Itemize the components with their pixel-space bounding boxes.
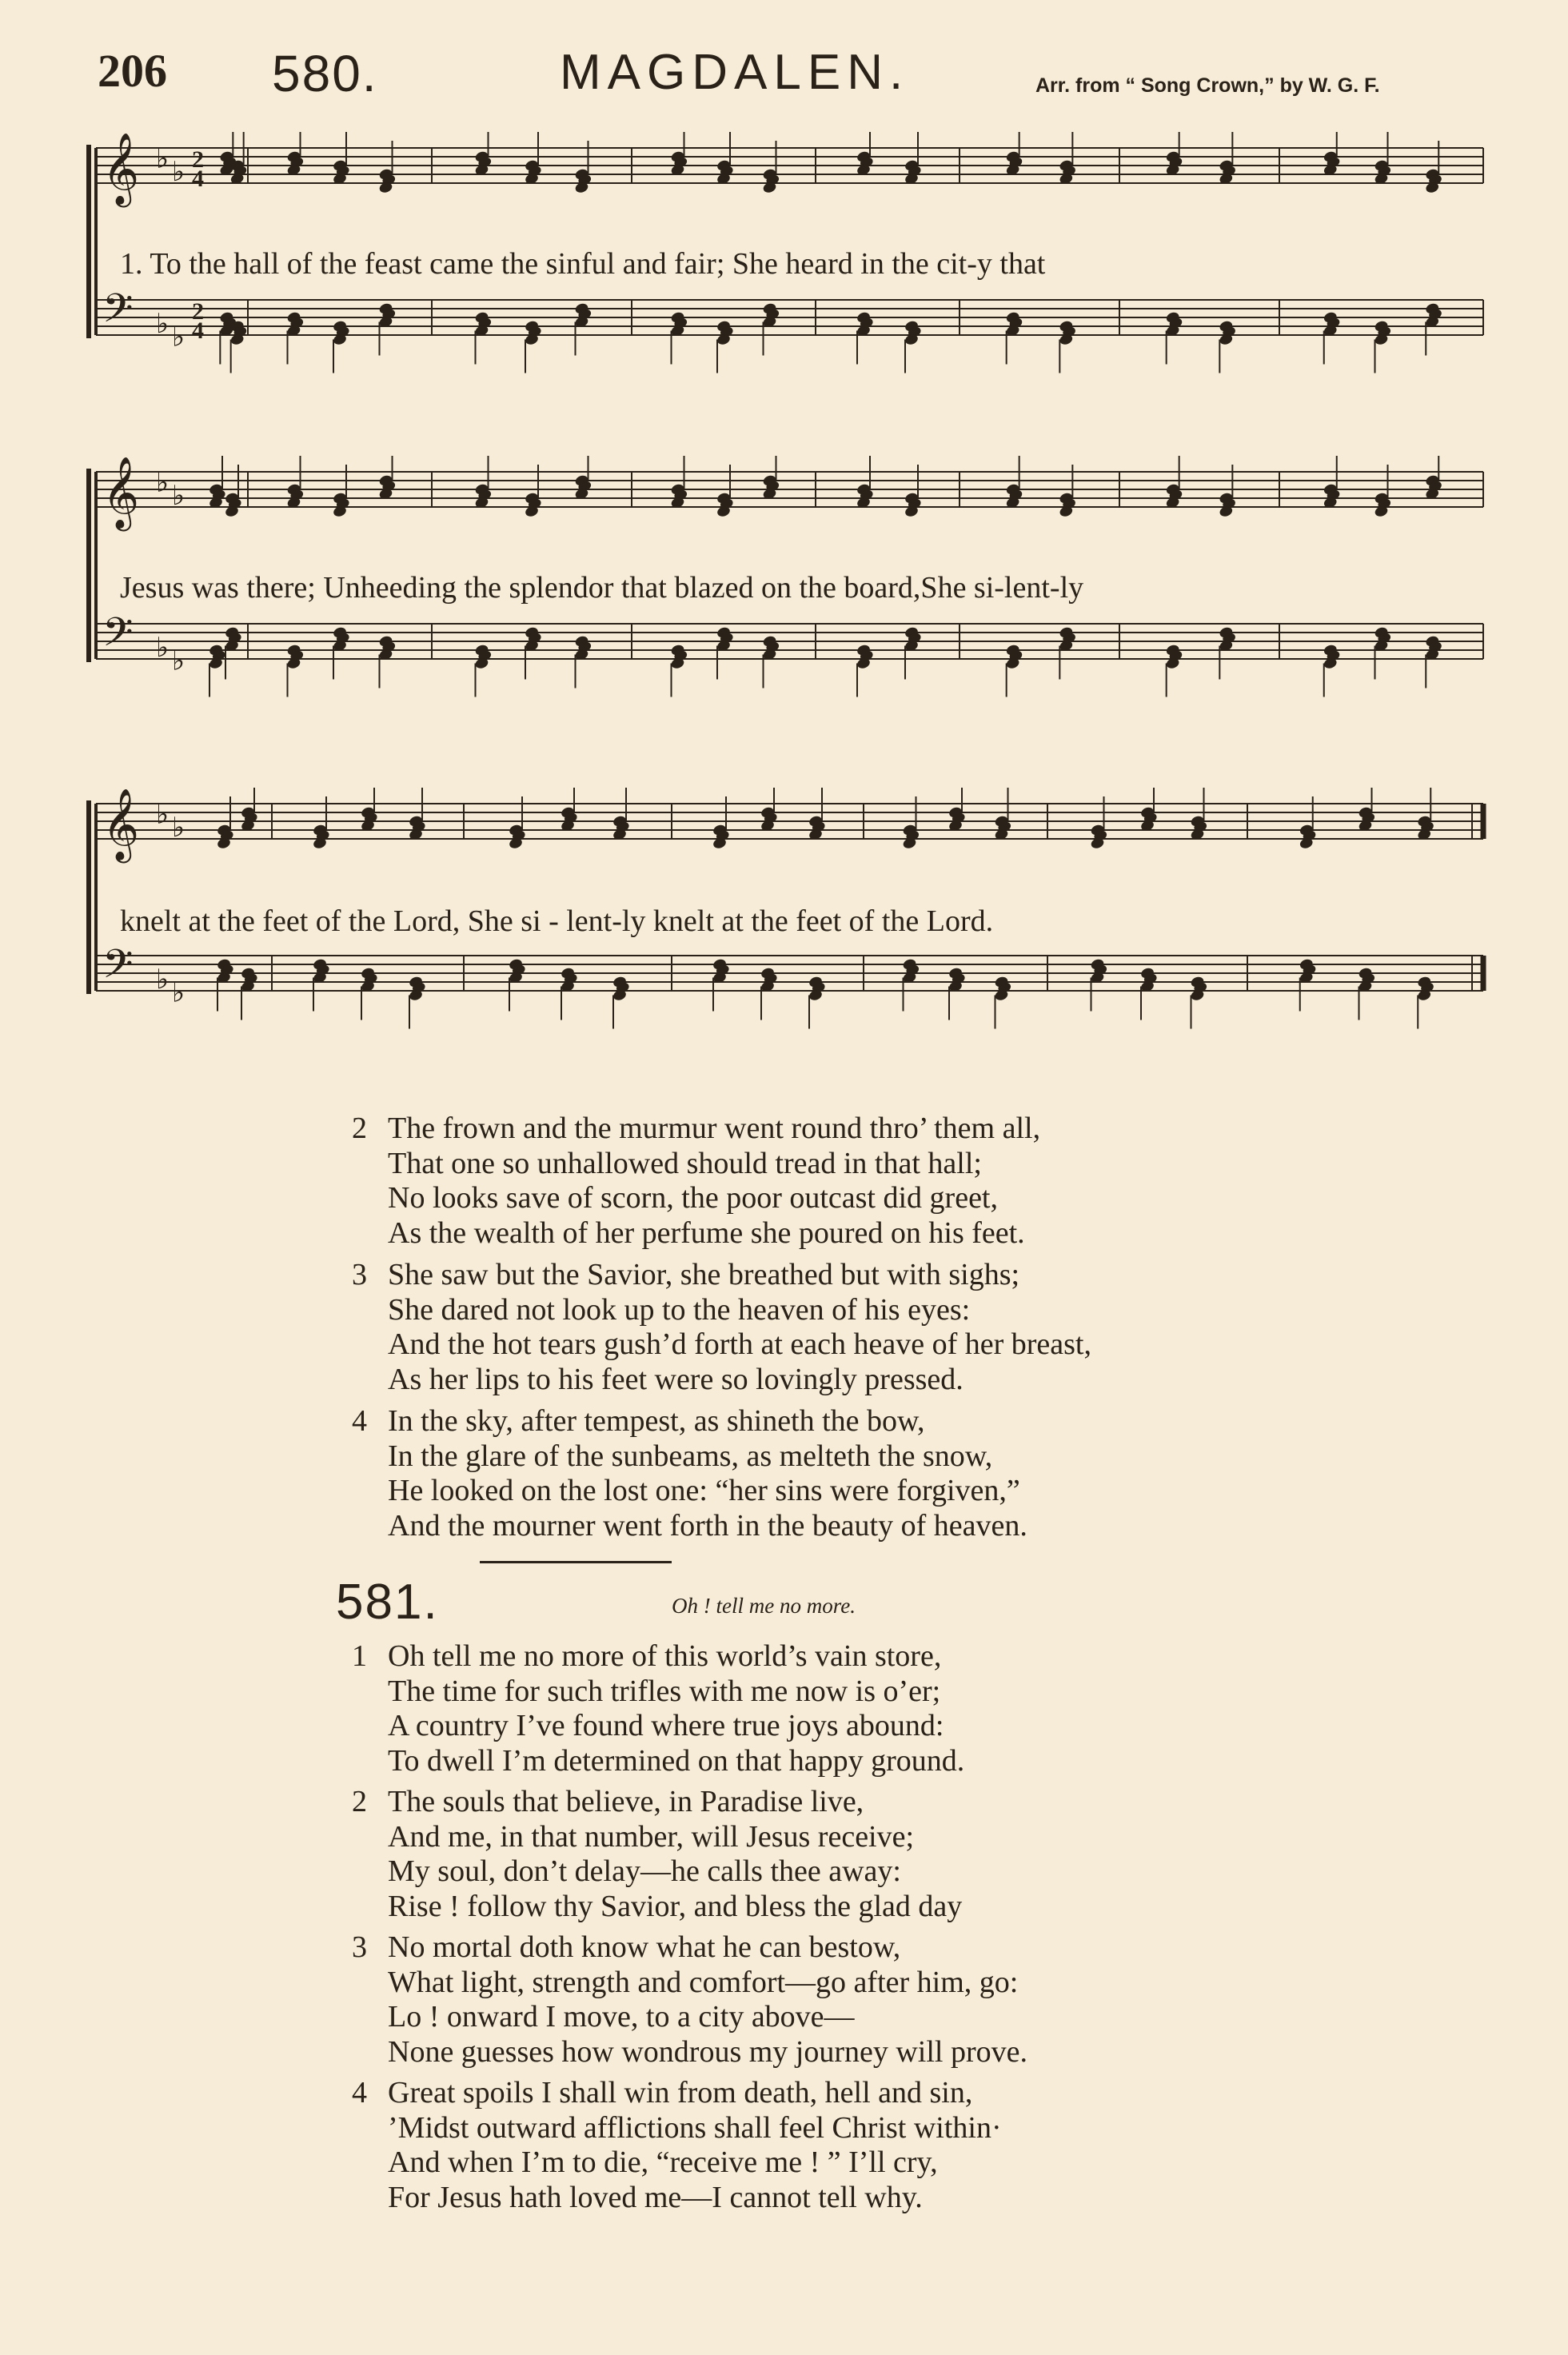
treble-clef-icon: 𝄞 [102,133,140,205]
verse-line: The souls that believe, in Paradise live, [388,1785,864,1818]
flat-icon: ♭ [172,976,186,1009]
verse-line: And me, in that number, will Jesus receive; [388,1819,915,1854]
verse-number: 3 [352,1258,367,1291]
flat-icon: ♭ [172,812,186,844]
system-brace [86,145,91,338]
verse-line: What light, strength and comfort—go after him, go: [388,1965,1019,1999]
verse-number: 3 [352,1930,367,1964]
verse-number: 1 [352,1639,367,1673]
flat-icon: ♭ [156,142,170,175]
treble-clef-icon: 𝄞 [102,457,140,529]
verse-line: The frown and the murmur went round thro’ them all, [388,1112,1041,1145]
verse-number: 4 [352,2076,367,2110]
verse-line: My soul, don’t delay—he calls thee away: [388,1854,901,1888]
system-brace [86,469,91,662]
time-signature-bottom: 4 [192,317,204,344]
flat-icon: ♭ [156,632,170,664]
flat-icon: ♭ [156,798,170,831]
time-signature-top: 2 [192,298,204,325]
lyric-line-2: Jesus was there; Unheeding the splendor that blazed on the board,She si-lent-ly [120,571,1084,605]
flat-icon: ♭ [156,308,170,340]
verse-line: The time for such trifles with me now is o’er; [388,1674,941,1708]
lyric-line-1: 1. To the hall of the feast came the sinful and fair; She heard in the cit-y that [120,247,1046,281]
page-number: 206 [98,45,167,97]
verse-line: ’Midst outward afflictions shall feel Christ within· [388,2110,1002,2145]
verse-number: 4 [352,1404,367,1438]
verse-line: As her lips to his feet were so lovingly pressed. [388,1362,964,1396]
lyric-line-3: knelt at the feet of the Lord, She si - lent-ly knelt at the feet of the Lord. [120,904,994,938]
verse-line: That one so unhallowed should tread in that hall; [388,1146,982,1180]
arrangement-credit: Arr. from “ Song Crown,” by W. G. F. [1035,74,1380,97]
verse-line: None guesses how wondrous my journey will prove. [388,2034,1028,2069]
verse-line: She dared not look up to the heaven of his eyes: [388,1292,971,1327]
verse-line: A country I’ve found where true joys abound: [388,1709,944,1742]
hymn-number: 580. [272,45,378,102]
time-signature-bottom: 4 [192,166,204,192]
flat-icon: ♭ [172,321,186,353]
verse-line: And the hot tears gush’d forth at each heave of her breast, [388,1327,1091,1361]
flat-icon: ♭ [172,156,186,188]
verse-line: And the mourner went forth in the beauty of heaven. [388,1508,1027,1543]
time-signature-top: 2 [192,146,204,173]
treble-clef-icon: 𝄞 [102,788,140,860]
verse-line: In the sky, after tempest, as shineth the bow, [388,1404,925,1438]
page-header [0,44,1568,108]
verse-line: No mortal doth know what he can bestow, [388,1930,901,1964]
verse-line: Great spoils I shall win from death, hell and sin, [388,2076,973,2110]
bass-clef-icon: 𝄢 [102,285,134,341]
hymn-number: 581. [336,1575,439,1630]
flat-icon: ♭ [172,480,186,512]
verse-line: And when I’m to die, “receive me ! ” I’ll cry, [388,2145,938,2179]
hymn-subtitle: Oh ! tell me no more. [672,1594,856,1618]
hymn-581-heading [336,1574,439,1631]
verse-number: 2 [352,1785,367,1818]
verse-line: Oh tell me no more of this world’s vain store, [388,1639,942,1673]
verse-line: Rise ! follow thy Savior, and bless the glad day [388,1889,963,1923]
bass-clef-icon: 𝄢 [102,941,134,997]
verse-line: Lo ! onward I move, to a city above— [388,2000,855,2034]
verse-number: 2 [352,1112,367,1145]
verse-line: He looked on the lost one: “her sins were forgiven,” [388,1474,1020,1507]
verse-line: To dwell I’m determined on that happy ground. [388,1743,965,1778]
tune-name: MAGDALEN. [560,45,910,100]
bass-clef-icon: 𝄢 [102,609,134,665]
verse-line: In the glare of the sunbeams, as melteth the snow, [388,1439,993,1473]
verse-line: As the wealth of her perfume she poured on his feet. [388,1215,1025,1250]
flat-icon: ♭ [172,645,186,677]
verse-line: She saw but the Savior, she breathed but with sighs; [388,1258,1020,1291]
flat-icon: ♭ [156,466,170,499]
flat-icon: ♭ [156,964,170,996]
verse-line: No looks save of scorn, the poor outcast did greet, [388,1181,998,1215]
system-brace [86,800,91,994]
verse-line: For Jesus hath loved me—I cannot tell why. [388,2180,923,2214]
section-rule [480,1561,672,1563]
